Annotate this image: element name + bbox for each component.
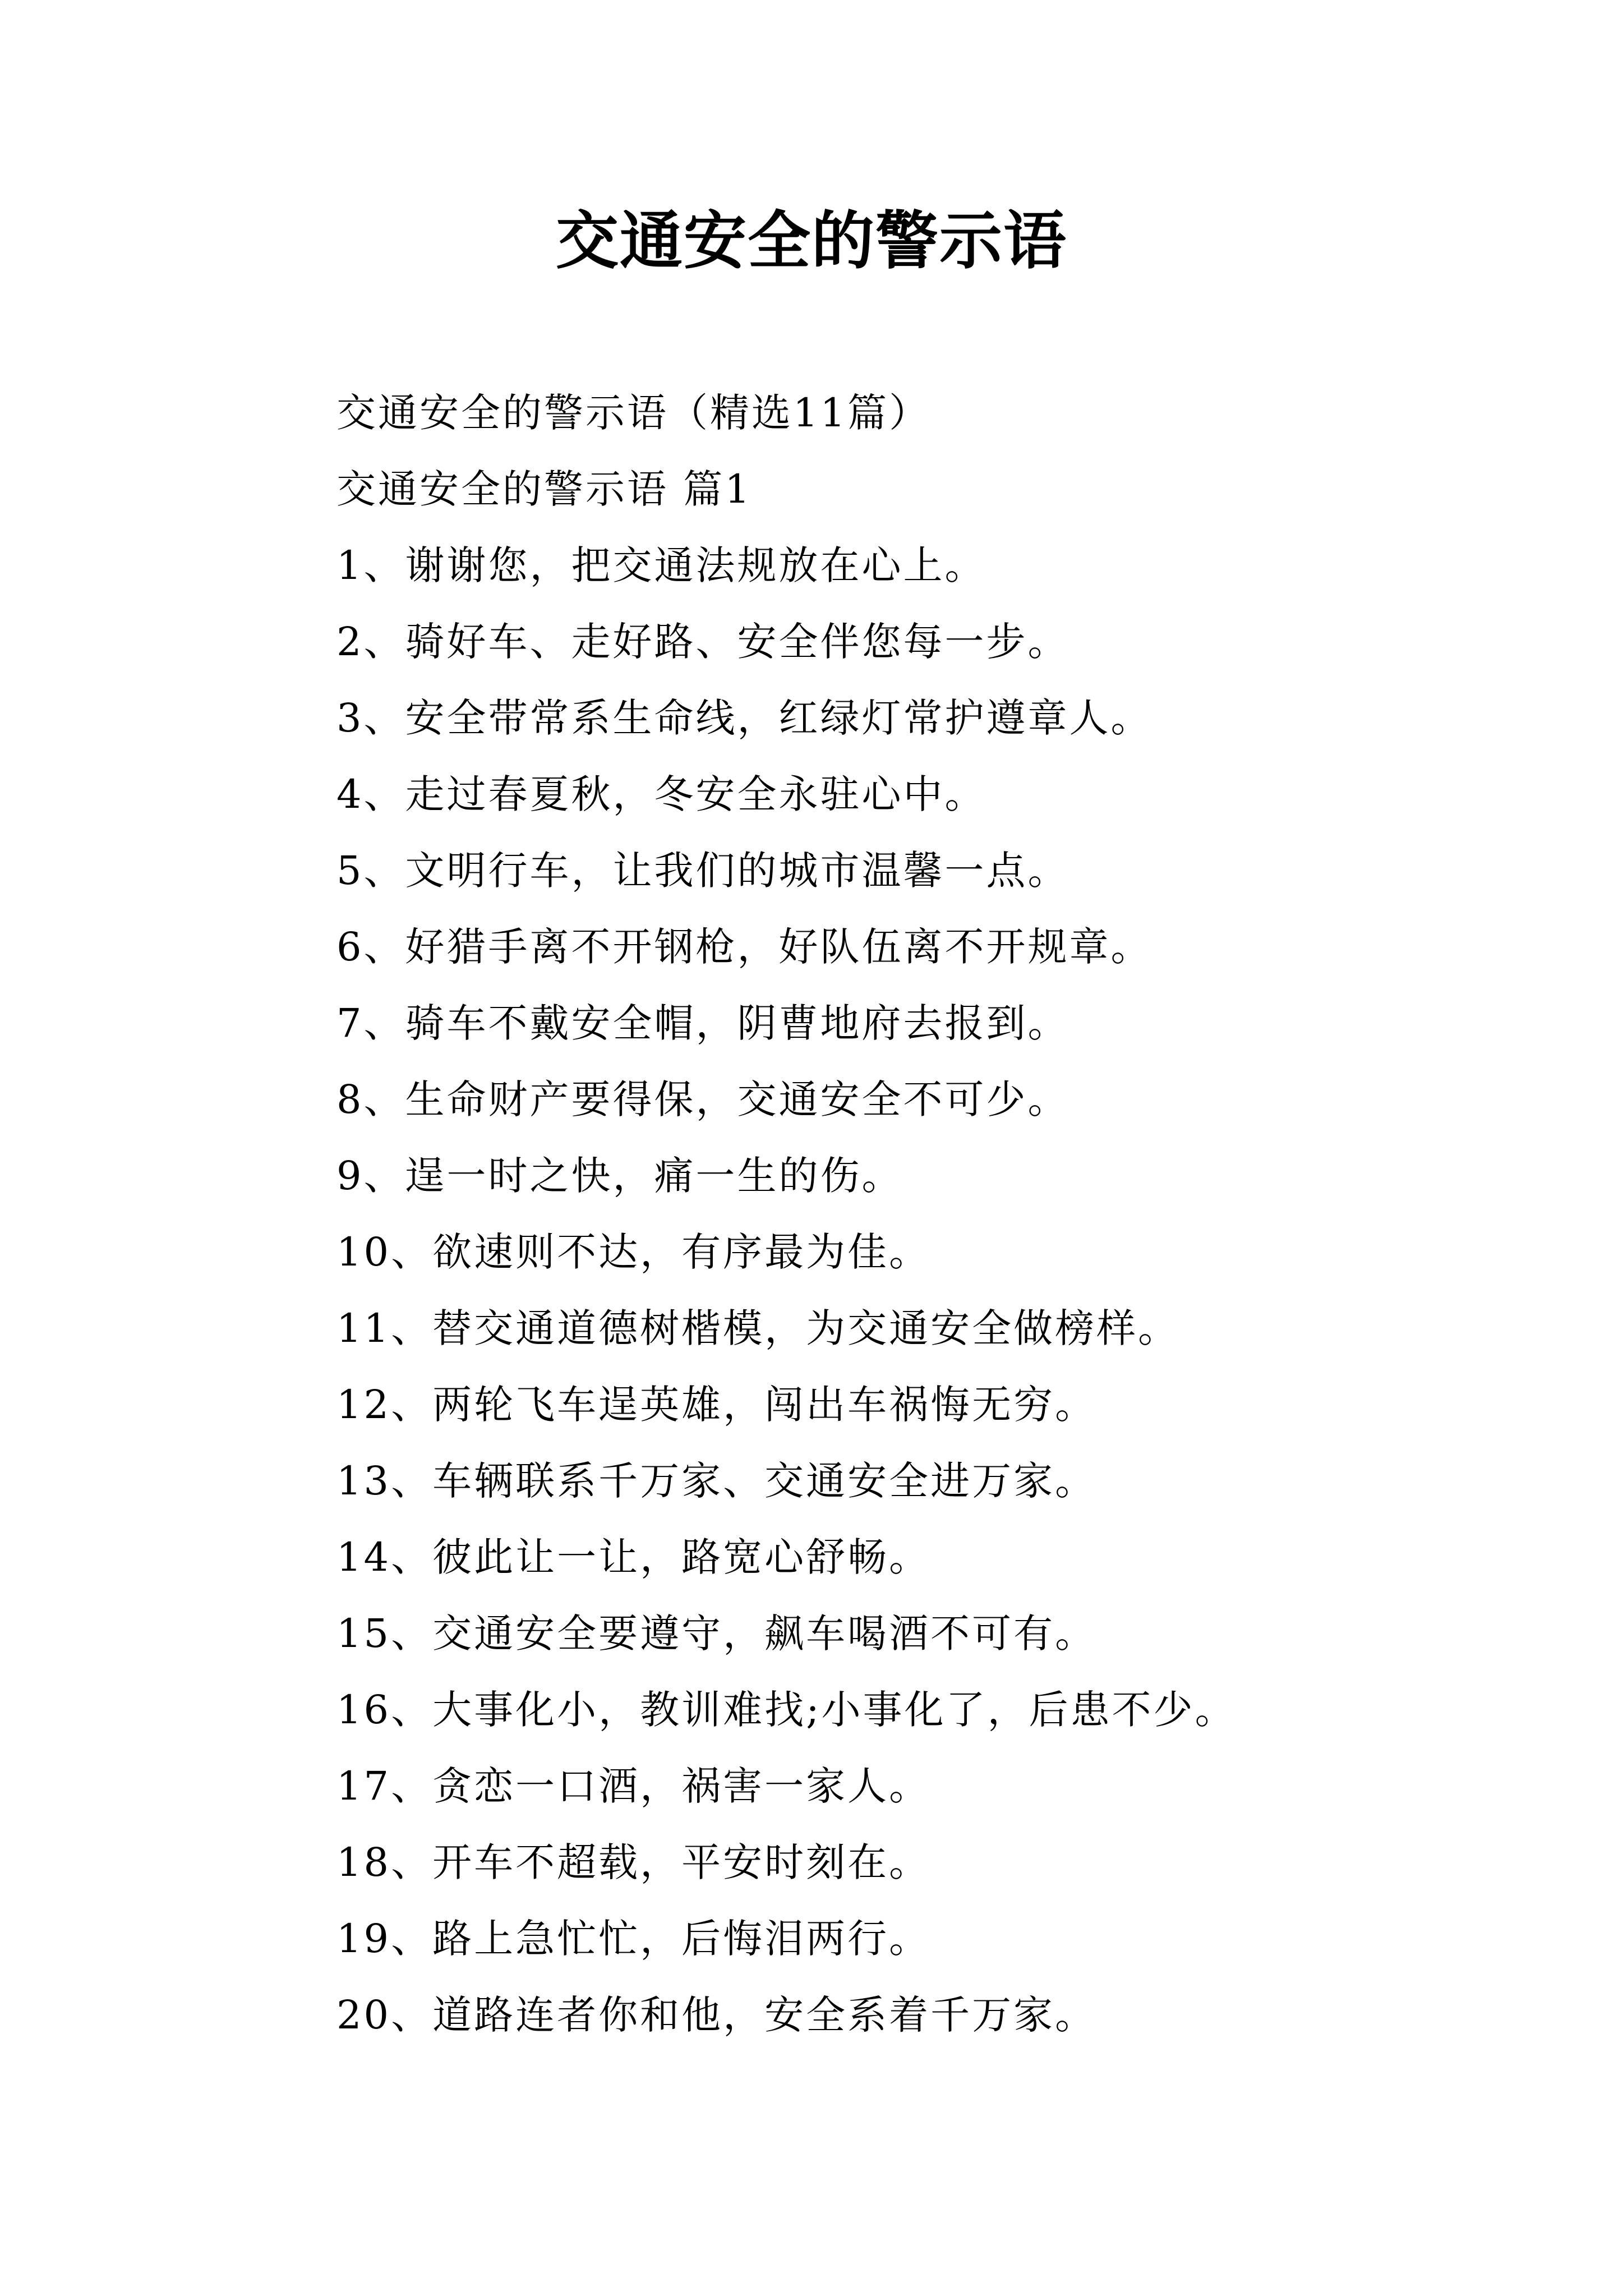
list-item: 20、道路连者你和他，安全系着千万家。 [336, 1992, 1097, 2038]
list-item: 19、路上急忙忙，后悔泪两行。 [336, 1916, 931, 1962]
list-item: 16、大事化小，教训难找;小事化了，后患不少。 [336, 1687, 1237, 1733]
document-body [336, 375, 1542, 2053]
list-item: 14、彼此让一让，路宽心舒畅。 [336, 1534, 931, 1580]
list-item: 17、贪恋一口酒，祸害一家人。 [336, 1763, 931, 1809]
list-item: 7、骑车不戴安全帽，阴曹地府去报到。 [336, 1000, 1069, 1046]
subtitle-line: 交通安全的警示语（精选11篇） [336, 390, 931, 436]
list-item: 9、逞一时之快，痛一生的伤。 [336, 1153, 903, 1199]
list-item: 5、文明行车，让我们的城市温馨一点。 [336, 848, 1069, 894]
list-item: 3、安全带常系生命线，红绿灯常护遵章人。 [336, 695, 1152, 741]
list-item: 1、谢谢您，把交通法规放在心上。 [336, 542, 986, 588]
document-title: 交通安全的警示语 [556, 204, 1067, 278]
list-item: 15、交通安全要遵守，飙车喝酒不可有。 [336, 1611, 1097, 1657]
section-heading: 交通安全的警示语 篇1 [336, 466, 752, 512]
list-item: 10、欲速则不达，有序最为佳。 [336, 1229, 931, 1275]
list-item: 6、好猎手离不开钢枪，好队伍离不开规章。 [336, 924, 1152, 970]
list-item: 11、替交通道德树楷模，为交通安全做榜样。 [336, 1305, 1180, 1351]
list-item: 12、两轮飞车逞英雄，闯出车祸悔无穷。 [336, 1382, 1097, 1428]
list-item: 18、开车不超载，平安时刻在。 [336, 1839, 931, 1885]
list-item: 13、车辆联系千万家、交通安全进万家。 [336, 1458, 1097, 1504]
list-item: 8、生命财产要得保，交通安全不可少。 [336, 1076, 1069, 1122]
list-item: 2、骑好车、走好路、安全伴您每一步。 [336, 619, 1069, 665]
list-item: 4、走过春夏秋，冬安全永驻心中。 [336, 771, 986, 817]
